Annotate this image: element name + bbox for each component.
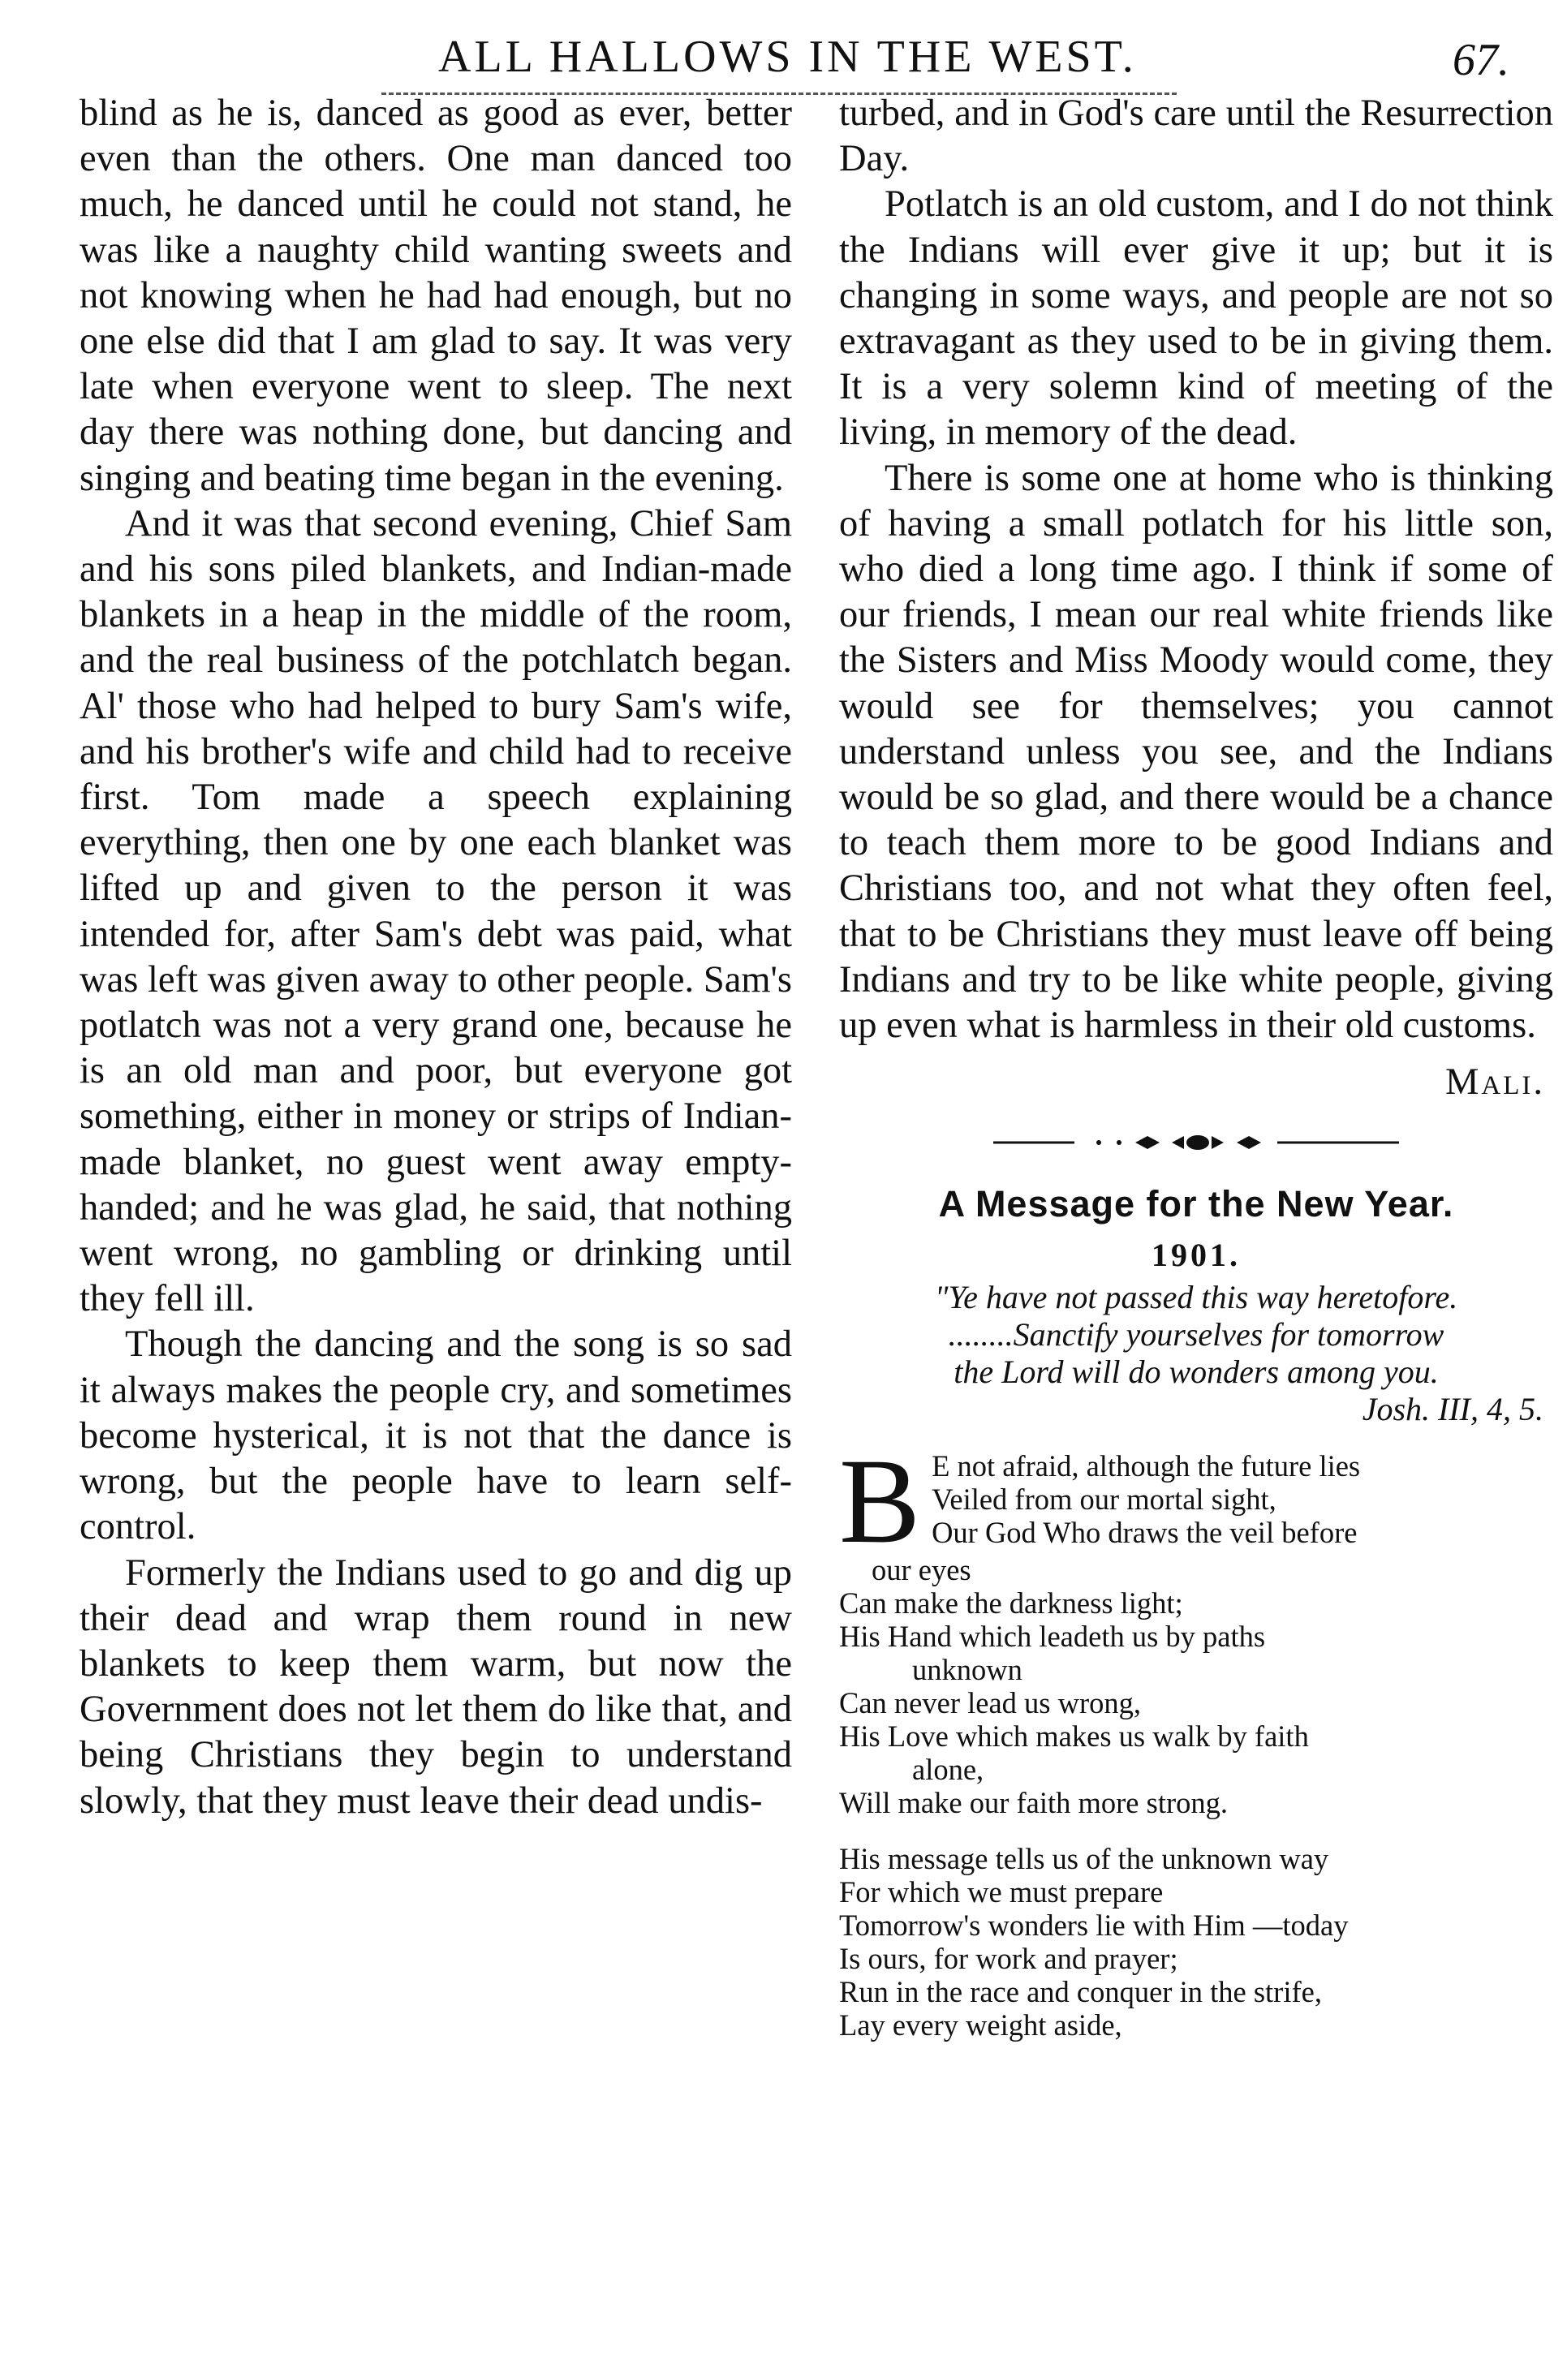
poem-line: E not afraid, although the future lies <box>932 1449 1361 1483</box>
paragraph: Potlatch is an old custom, and I do not think the Indians will ever give it up; but it is changing in some ways, and people are not so extravagant as they used to be in giving them. It is a very solemn kind of meeting of the living, in memory of the dead. <box>839 183 1553 454</box>
page-number: 67. <box>1453 35 1509 85</box>
poem-line: Is ours, for work and prayer; <box>839 1942 1178 1976</box>
epigraph-line: "Ye have not passed this way heretofore. <box>934 1279 1458 1316</box>
drop-cap: B <box>839 1434 921 1569</box>
author-signature: Mali. <box>1445 1061 1545 1104</box>
paragraph: Formerly the Indians used to go and dig up their dead and wrap them round in new blankets to keep them warm, but now the Government does not let them do like that, and being Christians they begin to understand slowly, that they must leave their dead undis- <box>80 1552 792 1822</box>
poem-line: Our God Who draws the veil before <box>932 1516 1358 1550</box>
epigraph-line: the Lord will do wonders among you. <box>954 1354 1439 1391</box>
running-head: ALL HALLOWS IN THE WEST. <box>438 32 1137 82</box>
paragraph: Though the dancing and the song is so sad it always makes the people cry, and sometimes become hysterical, it is not that the dance is wrong, but the people have to learn self-control. <box>80 1323 792 1548</box>
poem-line: Tomorrow's wonders lie with Him —today <box>839 1909 1349 1943</box>
poem-line: Can never lead us wrong, <box>839 1686 1141 1720</box>
left-column <box>80 91 792 1824</box>
poem-line: His Love which makes us walk by faith <box>839 1719 1309 1754</box>
paragraph: turbed, and in God's care until the Resurrection Day. <box>839 93 1553 180</box>
poem-line: unknown <box>912 1653 1022 1687</box>
poem-stanza <box>839 1434 1553 1820</box>
epigraph-reference: Josh. III, 4, 5. <box>1362 1391 1543 1428</box>
stanza-gap <box>839 1819 1553 1842</box>
right-column <box>839 91 1553 2042</box>
section-title: A Message for the New Year. <box>938 1183 1454 1225</box>
poem-line: His Hand which leadeth us by paths <box>839 1620 1266 1654</box>
poem-line: Will make our faith more strong. <box>839 1786 1228 1820</box>
epigraph-line: ........Sanctify yourselves for tomorrow <box>948 1316 1444 1354</box>
poem-line: For which we must prepare <box>839 1875 1164 1909</box>
paragraph: blind as he is, danced as good as ever, better even than the others. One man danced too much, he danced until he could not stand, he was like a naughty child wanting sweets and not knowing when he had had enough, but no one else did that I am glad to say. It was very late when everyone went to sleep. The next day there was nothing done, but dancing and singing and beating time began in the evening. <box>80 93 792 499</box>
page-header <box>0 23 1567 88</box>
poem-line: Lay every weight aside, <box>839 2008 1122 2042</box>
epigraph <box>839 1279 1553 1428</box>
section-year: 1901. <box>1152 1237 1241 1274</box>
poem <box>839 1434 1553 2042</box>
ornament-icon <box>985 1126 1407 1159</box>
poem-line: His message tells us of the unknown way <box>839 1842 1329 1876</box>
paragraph: There is some one at home who is thinking of having a small potlatch for his little son, who died a long time ago. I think if some of our friends, I mean our real white friends like the Sisters and Miss Moody would come, they would see for themselves; you cannot understand unless you see, and the Indians would be so glad, and there would be a chance to teach them more to be good Indians and Christians too, and not what they often feel, that to be Christians they must leave off being Indians and try to be like white people, giving up even what is harmless in their old customs. <box>839 457 1553 1047</box>
poem-stanza <box>839 1842 1553 2042</box>
ornamental-rule <box>839 1126 1553 1159</box>
poem-line: alone, <box>912 1753 984 1787</box>
poem-line: Run in the race and conquer in the strife, <box>839 1975 1322 2009</box>
poem-line: our eyes <box>872 1553 971 1587</box>
poem-line: Veiled from our mortal sight, <box>932 1483 1276 1517</box>
paragraph: And it was that second evening, Chief Sam and his sons piled blankets, and Indian-made blankets in a heap in the middle of the room, and the real business of the potchlatch began. Al' those who had helped to bury Sam's wife, and his brother's wife and child had to receive first. Tom made a speech explaining everything, then one by one each blanket was lifted up and given to the person it was intended for, after Sam's debt was paid, what was left was given away to other people. Sam's potlatch was not a very grand one, because he is an old man and poor, but everyone got something, either in money or strips of Indian-made blanket, no guest went away empty-handed; and he was glad, he said, that nothing went wrong, no gambling or drinking until they fell ill. <box>80 502 792 1320</box>
poem-line: Can make the darkness light; <box>839 1586 1183 1620</box>
